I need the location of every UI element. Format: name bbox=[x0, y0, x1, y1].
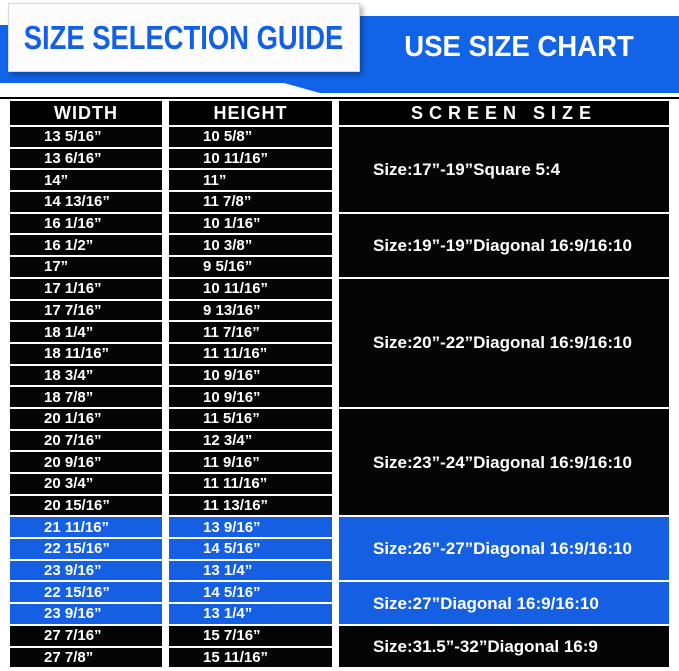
screen-size-cell: Size:19”-19”Diagonal 16:9/16:10 bbox=[339, 214, 669, 277]
height-cell: 10 9/16” bbox=[169, 366, 332, 386]
width-cell: 18 11/16” bbox=[10, 344, 162, 364]
height-cell: 14 5/16” bbox=[169, 539, 332, 559]
width-cell: 14 13/16” bbox=[10, 192, 162, 212]
height-cell: 15 11/16” bbox=[169, 648, 332, 668]
width-cell: 27 7/16” bbox=[10, 626, 162, 646]
height-cell: 9 5/16” bbox=[169, 257, 332, 277]
width-cell: 18 1/4” bbox=[10, 322, 162, 342]
header-banner bbox=[0, 0, 679, 97]
height-cell: 11 7/8” bbox=[169, 192, 332, 212]
column-header-screen-size: SCREEN SIZE bbox=[339, 101, 669, 125]
width-cell: 17 7/16” bbox=[10, 301, 162, 321]
width-cell: 23 9/16” bbox=[10, 561, 162, 581]
screen-size-cell: Size:17”-19”Square 5:4 bbox=[339, 127, 669, 212]
height-cell: 10 11/16” bbox=[169, 149, 332, 169]
height-cell: 11 7/16” bbox=[169, 322, 332, 342]
screen-size-cell: Size:27”Diagonal 16:9/16:10 bbox=[339, 582, 669, 623]
width-cell: 20 15/16” bbox=[10, 496, 162, 516]
height-cell: 13 9/16” bbox=[169, 517, 332, 537]
width-cell: 17” bbox=[10, 257, 162, 277]
height-cell: 13 1/4” bbox=[169, 561, 332, 581]
table-row bbox=[10, 626, 669, 646]
height-cell: 9 13/16” bbox=[169, 301, 332, 321]
width-cell: 18 7/8” bbox=[10, 387, 162, 407]
width-cell: 23 9/16” bbox=[10, 604, 162, 624]
table-row bbox=[10, 582, 669, 602]
height-cell: 10 5/8” bbox=[169, 127, 332, 147]
height-cell: 10 11/16” bbox=[169, 279, 332, 299]
column-header-width: WIDTH bbox=[10, 101, 162, 125]
table-row bbox=[10, 127, 669, 147]
height-cell: 14 5/16” bbox=[169, 582, 332, 602]
width-cell: 27 7/8” bbox=[10, 648, 162, 668]
width-cell: 20 3/4” bbox=[10, 474, 162, 494]
height-cell: 11 11/16” bbox=[169, 474, 332, 494]
table-row bbox=[10, 214, 669, 234]
height-cell: 13 1/4” bbox=[169, 604, 332, 624]
table-row bbox=[10, 517, 669, 537]
width-cell: 16 1/16” bbox=[10, 214, 162, 234]
width-cell: 14” bbox=[10, 170, 162, 190]
width-cell: 16 1/2” bbox=[10, 235, 162, 255]
height-cell: 11 13/16” bbox=[169, 496, 332, 516]
table-row bbox=[10, 279, 669, 299]
width-cell: 18 3/4” bbox=[10, 366, 162, 386]
width-cell: 20 7/16” bbox=[10, 431, 162, 451]
title-box bbox=[8, 3, 360, 72]
size-chart bbox=[0, 97, 679, 669]
width-cell: 22 15/16” bbox=[10, 582, 162, 602]
height-cell: 10 3/8” bbox=[169, 235, 332, 255]
banner-title: USE SIZE CHART bbox=[404, 31, 634, 63]
width-cell: 13 6/16” bbox=[10, 149, 162, 169]
column-header-height: HEIGHT bbox=[169, 101, 332, 125]
height-cell: 11 5/16” bbox=[169, 409, 332, 429]
height-cell: 11 11/16” bbox=[169, 344, 332, 364]
width-cell: 17 1/16” bbox=[10, 279, 162, 299]
size-chart-table bbox=[3, 99, 676, 669]
width-cell: 21 11/16” bbox=[10, 517, 162, 537]
height-cell: 11 9/16” bbox=[169, 452, 332, 472]
screen-size-cell: Size:20”-22”Diagonal 16:9/16:10 bbox=[339, 279, 669, 407]
screen-size-cell: Size:31.5”-32”Diagonal 16:9 bbox=[339, 626, 669, 667]
screen-size-cell: Size:23”-24”Diagonal 16:9/16:10 bbox=[339, 409, 669, 515]
width-cell: 20 1/16” bbox=[10, 409, 162, 429]
width-cell: 22 15/16” bbox=[10, 539, 162, 559]
height-cell: 12 3/4” bbox=[169, 431, 332, 451]
height-cell: 11” bbox=[169, 170, 332, 190]
page-title: SIZE SELECTION GUIDE bbox=[24, 18, 344, 56]
width-cell: 20 9/16” bbox=[10, 452, 162, 472]
width-cell: 13 5/16” bbox=[10, 127, 162, 147]
height-cell: 15 7/16” bbox=[169, 626, 332, 646]
height-cell: 10 9/16” bbox=[169, 387, 332, 407]
screen-size-cell: Size:26”-27”Diagonal 16:9/16:10 bbox=[339, 517, 669, 580]
table-body bbox=[10, 127, 669, 667]
table-row bbox=[10, 409, 669, 429]
height-cell: 10 1/16” bbox=[169, 214, 332, 234]
table-header-row bbox=[10, 101, 669, 125]
